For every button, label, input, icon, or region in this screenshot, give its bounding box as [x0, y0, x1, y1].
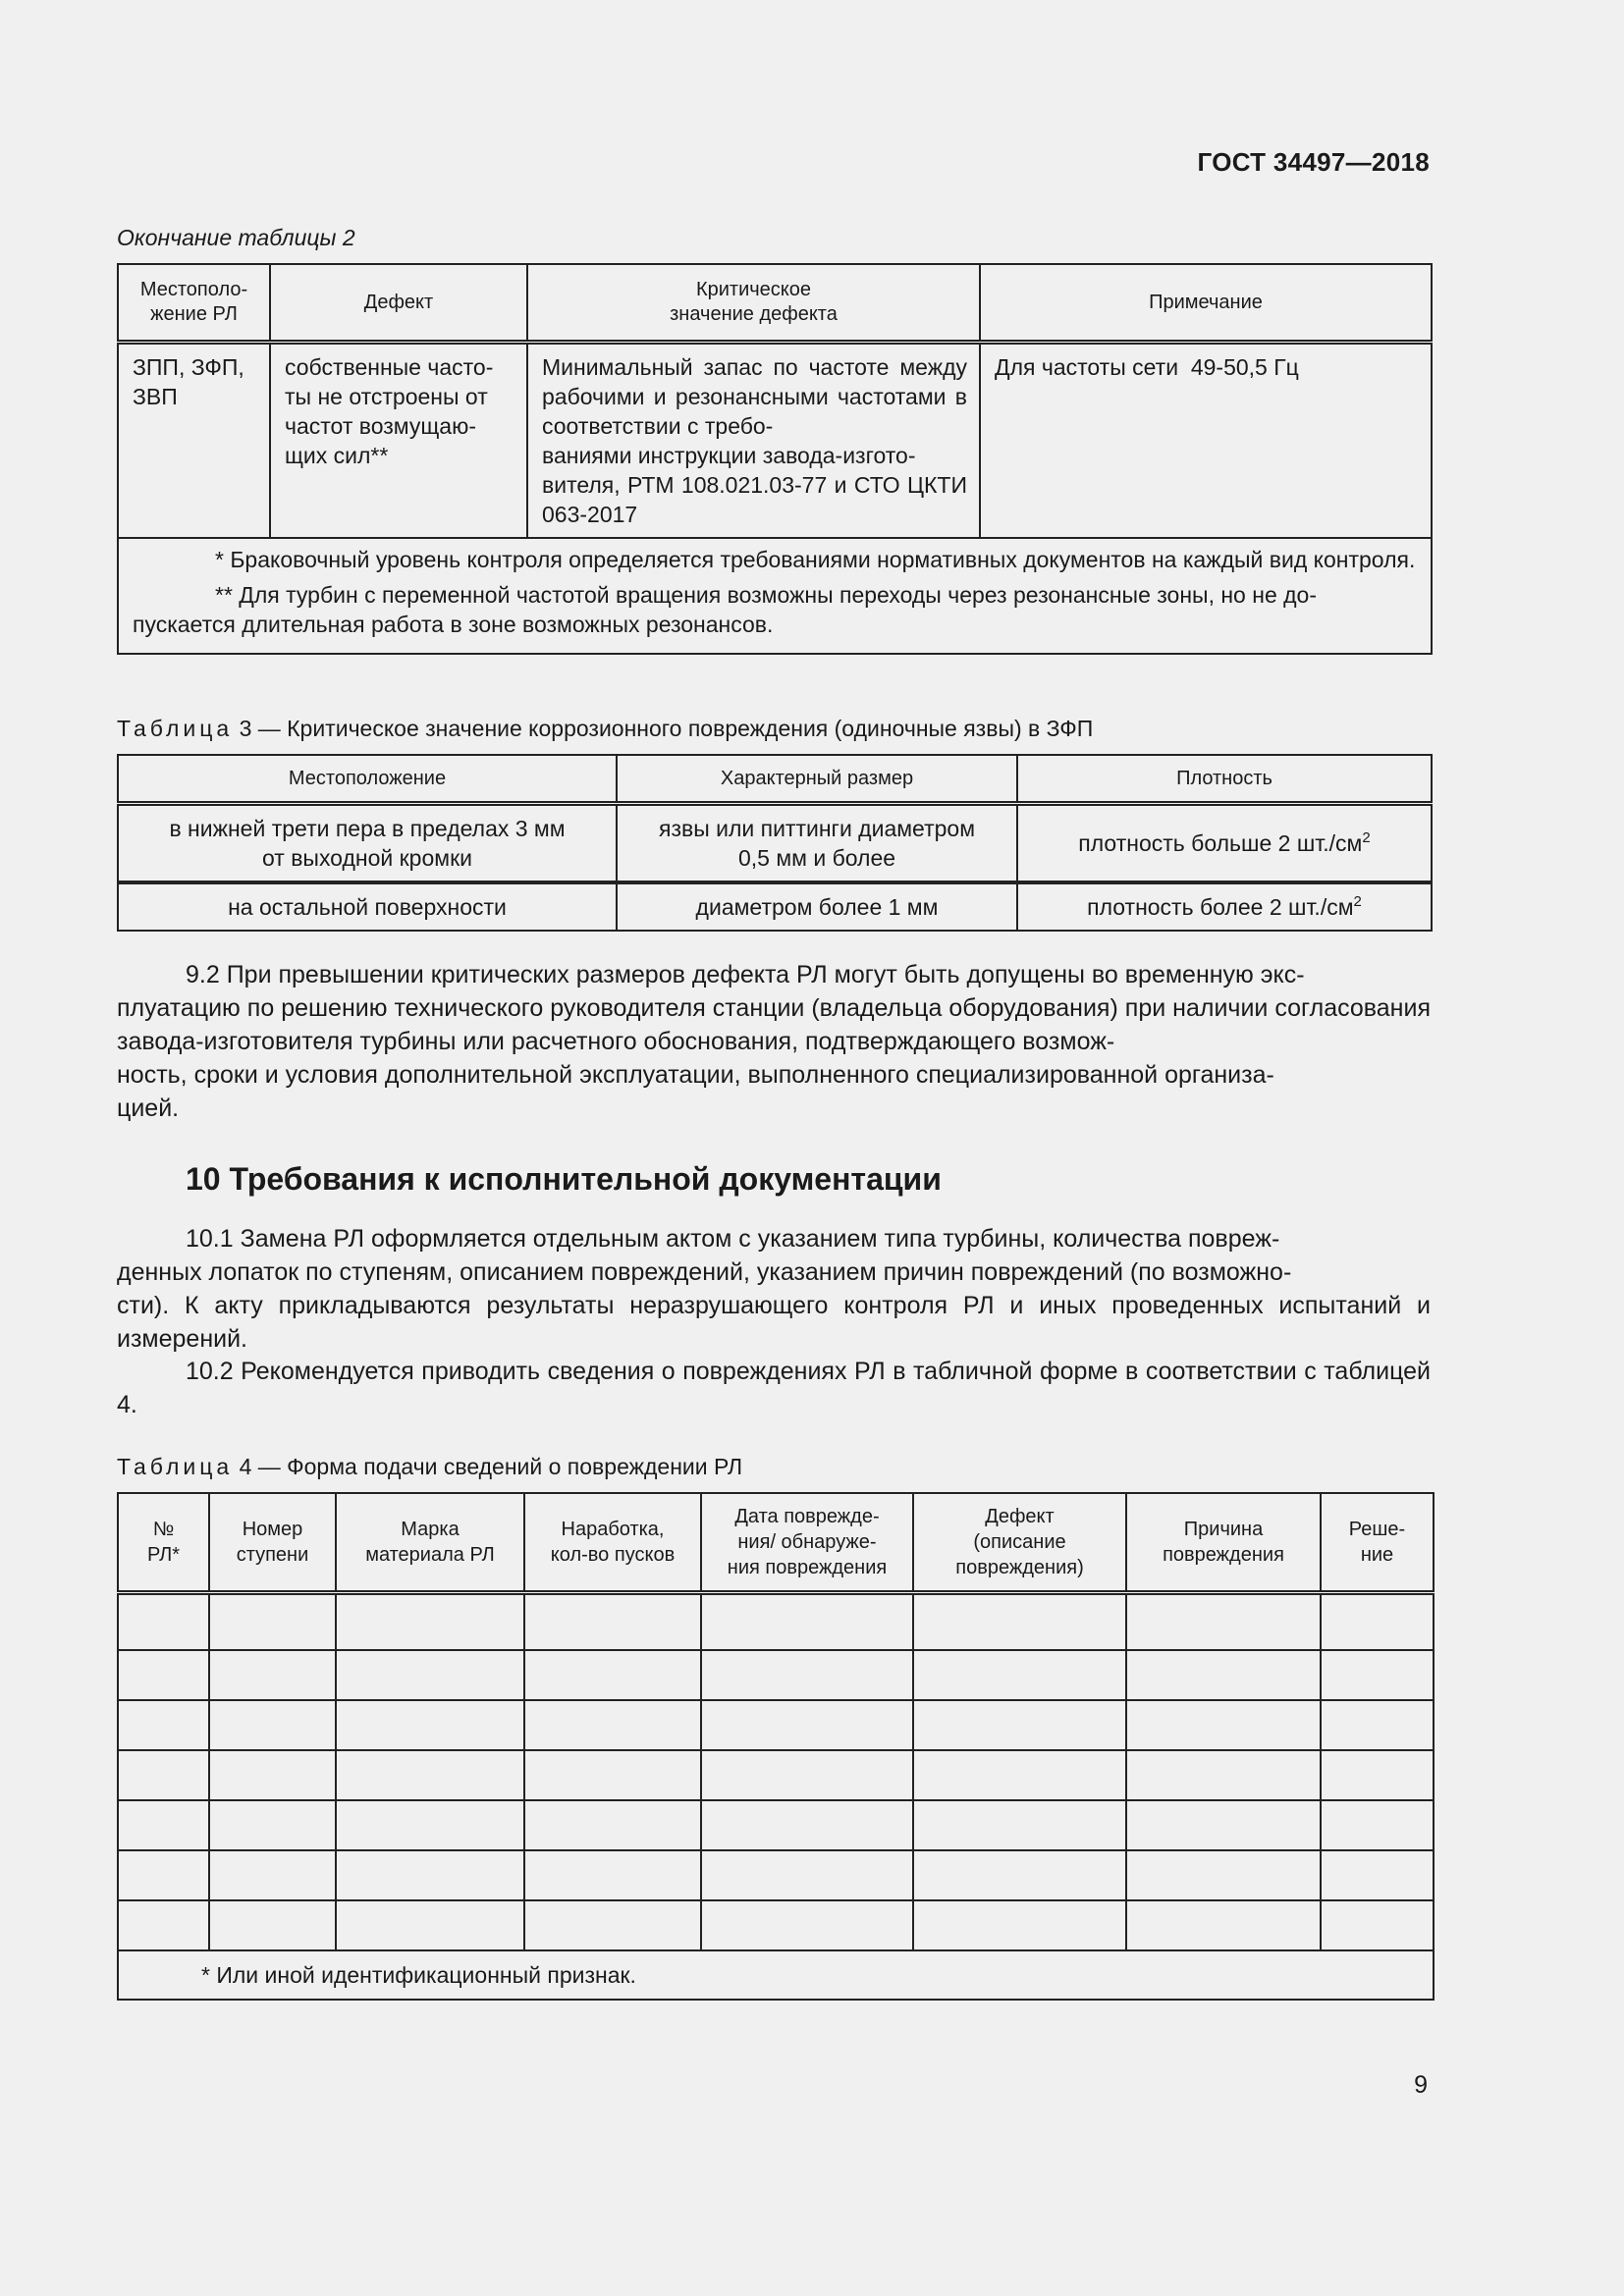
empty-cell	[524, 1750, 701, 1800]
empty-cell	[1126, 1593, 1321, 1651]
empty-cell	[701, 1650, 913, 1700]
t3-header-density: Плотность	[1017, 755, 1432, 804]
empty-cell	[1126, 1900, 1321, 1950]
t2-header-location: Местополо- жение РЛ	[118, 264, 270, 343]
paragraph-10-1-text: 10.1 Замена РЛ оформляется отдельным актом с указанием типа турбины, количества повреж- денных лопаток по ступеням, описанием повреждений, указанием причин повреждений (по возможно- сти). К акту прикладываются результаты неразрушающего контроля РЛ и иных проведенных испытаний и измерений.	[117, 1225, 1431, 1353]
table-row	[118, 804, 1432, 883]
empty-cell	[1321, 1593, 1434, 1651]
empty-cell	[209, 1650, 336, 1700]
table4-caption	[117, 1454, 742, 1480]
t3-cell: диаметром более 1 мм	[617, 882, 1017, 931]
table4-caption-text: 4 — Форма подачи сведений о повреждении РЛ	[233, 1454, 743, 1479]
table2-caption: Окончание таблицы 2	[117, 225, 355, 250]
empty-cell	[1321, 1850, 1434, 1900]
empty-cell	[336, 1750, 524, 1800]
t3-density-text: плотность более 2 шт./см	[1087, 894, 1354, 920]
empty-cell	[701, 1900, 913, 1950]
t2-cell-critical: Минимальный запас по частоте между рабочими и резонансными частотами в соответствии с требо- ваниями инструкции завода-изгото- вителя, РТМ 108.021.03-77 и СТО ЦКТИ 063-2017	[527, 343, 980, 538]
empty-cell	[701, 1750, 913, 1800]
t4-header-cause: Причина повреждения	[1126, 1493, 1321, 1593]
empty-cell	[118, 1800, 209, 1850]
table-row	[118, 1800, 1434, 1850]
table-2	[117, 263, 1433, 655]
t4-body	[118, 1593, 1434, 2001]
table3-caption-text: 3 — Критическое значение коррозионного повреждения (одиночные язвы) в ЗФП	[233, 716, 1094, 741]
empty-cell	[118, 1850, 209, 1900]
empty-cell	[524, 1650, 701, 1700]
t4-header-defect: Дефект (описание повреждения)	[913, 1493, 1126, 1593]
table3-caption-word: Таблица	[117, 716, 234, 741]
table-row	[118, 882, 1432, 931]
paragraph-10-2	[117, 1355, 1431, 1421]
t4-header-decision: Реше- ние	[1321, 1493, 1434, 1593]
empty-cell	[1126, 1800, 1321, 1850]
empty-cell	[1126, 1850, 1321, 1900]
empty-cell	[913, 1593, 1126, 1651]
t3-cell	[1017, 804, 1432, 883]
empty-cell	[913, 1800, 1126, 1850]
empty-cell	[524, 1593, 701, 1651]
t3-header-size: Характерный размер	[617, 755, 1017, 804]
empty-cell	[1321, 1900, 1434, 1950]
empty-cell	[209, 1593, 336, 1651]
empty-cell	[336, 1650, 524, 1700]
t4-header-number: № РЛ*	[118, 1493, 209, 1593]
empty-cell	[118, 1650, 209, 1700]
t2-header-defect: Дефект	[270, 264, 527, 343]
empty-cell	[913, 1900, 1126, 1950]
empty-cell	[913, 1650, 1126, 1700]
empty-cell	[1321, 1800, 1434, 1850]
t3-density-exponent: 2	[1362, 829, 1371, 846]
t3-cell: на остальной поверхности	[118, 882, 617, 931]
empty-cell	[913, 1850, 1126, 1900]
table4-caption-word: Таблица	[117, 1454, 234, 1479]
t4-header-operating-time: Наработка, кол-во пусков	[524, 1493, 701, 1593]
empty-cell	[913, 1750, 1126, 1800]
empty-cell	[336, 1593, 524, 1651]
empty-cell	[209, 1800, 336, 1850]
empty-cell	[336, 1850, 524, 1900]
paragraph-9-2-text: 9.2 При превышении критических размеров дефекта РЛ могут быть допущены во временную экс- плуатацию по решению технического руководителя станции (владельца оборудования) при наличии согласования завода-изготовителя турбины или расчетного обоснования, подтверждающего возмож- ность, сроки и условия дополнительной эксплуатации, выполненного специализированной организа- цией.	[117, 961, 1431, 1122]
t3-density-exponent: 2	[1353, 893, 1362, 910]
empty-cell	[209, 1900, 336, 1950]
t3-density-text: плотность больше 2 шт./см	[1078, 830, 1363, 856]
standard-designation: ГОСТ 34497—2018	[1197, 147, 1430, 177]
section-10-title: 10 Требования к исполнительной документации	[186, 1161, 942, 1197]
t2-cell-defect: собственные часто- ты не отстроены от частот возмущаю- щих сил**	[270, 343, 527, 538]
t3-header-location: Местоположение	[118, 755, 617, 804]
empty-cell	[1126, 1700, 1321, 1750]
paragraph-9-2	[117, 958, 1431, 1125]
t2-header-critical: Критическое значение дефекта	[527, 264, 980, 343]
empty-cell	[1321, 1750, 1434, 1800]
empty-cell	[524, 1850, 701, 1900]
empty-cell	[209, 1750, 336, 1800]
table-3	[117, 754, 1433, 932]
table3-caption	[117, 716, 1093, 742]
t2-note-1: * Браковочный уровень контроля определяется требованиями нормативных документов на каждый вид контроля.	[215, 546, 1416, 572]
empty-cell	[1126, 1750, 1321, 1800]
table-row	[118, 1850, 1434, 1900]
t3-cell	[1017, 882, 1432, 931]
empty-cell	[118, 1750, 209, 1800]
empty-cell	[336, 1800, 524, 1850]
t4-footnote: * Или иной идентификационный признак.	[118, 1950, 1434, 2000]
t2-cell-location: ЗПП, ЗФП, ЗВП	[118, 343, 270, 538]
t4-header-material: Марка материала РЛ	[336, 1493, 524, 1593]
t2-note-2: ** Для турбин с переменной частотой вращения возможны переходы через резонансные зоны, но не до- пускается длительная работа в зоне возможных резонансов.	[133, 581, 1317, 637]
t2-notes	[118, 538, 1432, 654]
table-row	[118, 1750, 1434, 1800]
empty-cell	[701, 1593, 913, 1651]
empty-cell	[1321, 1650, 1434, 1700]
table-row	[118, 1900, 1434, 1950]
table-4	[117, 1492, 1435, 2001]
t4-header-stage: Номер ступени	[209, 1493, 336, 1593]
t2-header-note: Примечание	[980, 264, 1432, 343]
t3-cell: язвы или питтинги диаметром 0,5 мм и более	[617, 804, 1017, 883]
empty-cell	[336, 1900, 524, 1950]
empty-cell	[1321, 1700, 1434, 1750]
empty-cell	[1126, 1650, 1321, 1700]
empty-cell	[524, 1800, 701, 1850]
table-row	[118, 1593, 1434, 1651]
empty-cell	[118, 1900, 209, 1950]
t4-header-date: Дата поврежде- ния/ обнаруже- ния повреждения	[701, 1493, 913, 1593]
empty-cell	[701, 1850, 913, 1900]
empty-cell	[913, 1700, 1126, 1750]
empty-cell	[118, 1593, 209, 1651]
empty-cell	[701, 1700, 913, 1750]
empty-cell	[118, 1700, 209, 1750]
t2-cell-note: Для частоты сети 49-50,5 Гц	[980, 343, 1432, 538]
t3-cell: в нижней трети пера в пределах 3 мм от выходной кромки	[118, 804, 617, 883]
empty-cell	[524, 1900, 701, 1950]
table-row	[118, 1650, 1434, 1700]
empty-cell	[524, 1700, 701, 1750]
paragraph-10-2-text: 10.2 Рекомендуется приводить сведения о повреждениях РЛ в табличной форме в соответствии с таблицей 4.	[117, 1358, 1431, 1418]
table-row	[118, 1700, 1434, 1750]
empty-cell	[336, 1700, 524, 1750]
empty-cell	[209, 1850, 336, 1900]
empty-cell	[209, 1700, 336, 1750]
paragraph-10-1	[117, 1222, 1431, 1356]
page-number: 9	[1414, 2071, 1428, 2099]
empty-cell	[701, 1800, 913, 1850]
